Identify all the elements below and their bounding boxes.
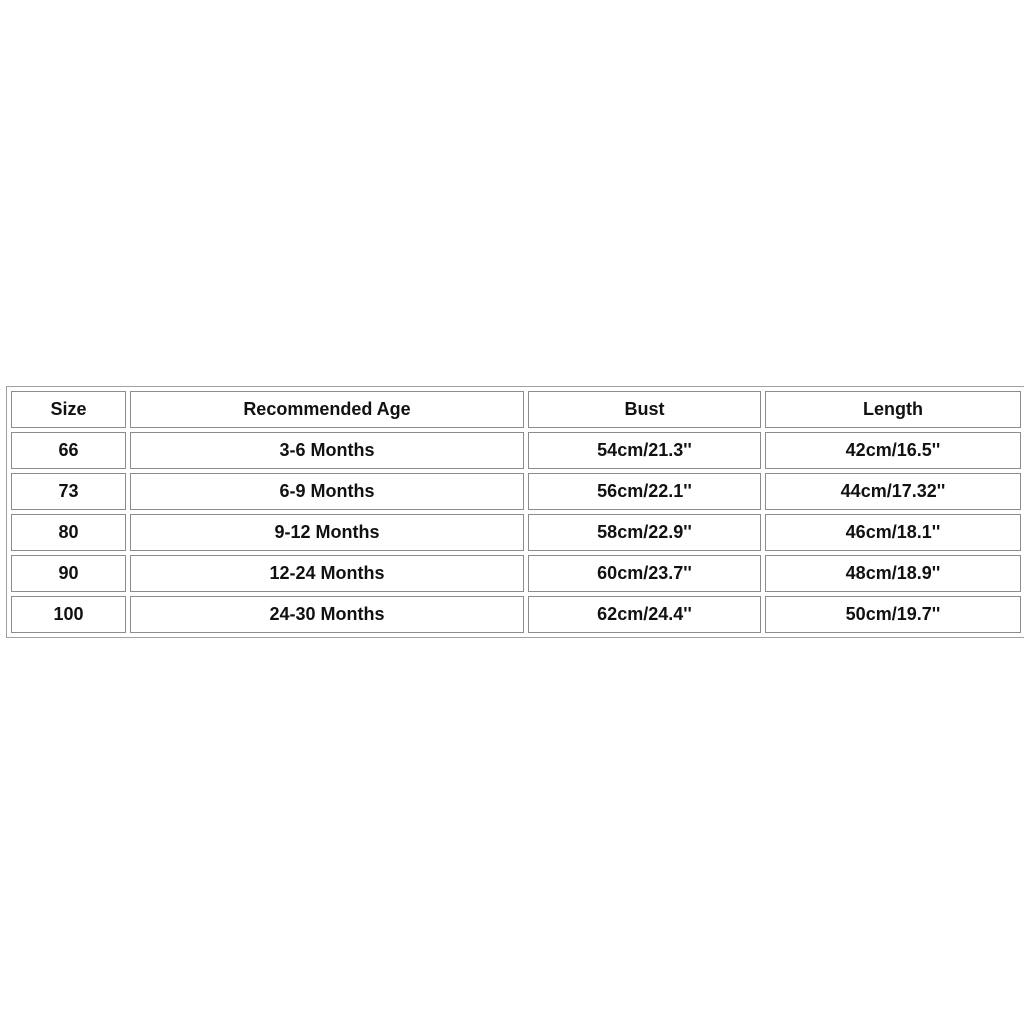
cell-size: 80 <box>11 514 126 551</box>
cell-size: 66 <box>11 432 126 469</box>
header-row <box>11 391 1021 428</box>
cell-bust: 54cm/21.3'' <box>528 432 761 469</box>
header-bust: Bust <box>528 391 761 428</box>
cell-bust: 58cm/22.9'' <box>528 514 761 551</box>
cell-bust: 60cm/23.7'' <box>528 555 761 592</box>
header-size: Size <box>11 391 126 428</box>
cell-bust: 56cm/22.1'' <box>528 473 761 510</box>
cell-length: 50cm/19.7'' <box>765 596 1021 633</box>
cell-length: 48cm/18.9'' <box>765 555 1021 592</box>
table-row <box>11 432 1021 469</box>
cell-size: 73 <box>11 473 126 510</box>
size-chart-table <box>6 386 1024 638</box>
cell-size: 90 <box>11 555 126 592</box>
cell-recommended-age: 24-30 Months <box>130 596 524 633</box>
cell-length: 42cm/16.5'' <box>765 432 1021 469</box>
cell-length: 46cm/18.1'' <box>765 514 1021 551</box>
cell-size: 100 <box>11 596 126 633</box>
cell-recommended-age: 12-24 Months <box>130 555 524 592</box>
table-row <box>11 596 1021 633</box>
cell-length: 44cm/17.32'' <box>765 473 1021 510</box>
table-row <box>11 555 1021 592</box>
cell-recommended-age: 6-9 Months <box>130 473 524 510</box>
cell-bust: 62cm/24.4'' <box>528 596 761 633</box>
cell-recommended-age: 9-12 Months <box>130 514 524 551</box>
table-row <box>11 473 1021 510</box>
header-length: Length <box>765 391 1021 428</box>
header-recommended-age: Recommended Age <box>130 391 524 428</box>
cell-recommended-age: 3-6 Months <box>130 432 524 469</box>
table-row <box>11 514 1021 551</box>
